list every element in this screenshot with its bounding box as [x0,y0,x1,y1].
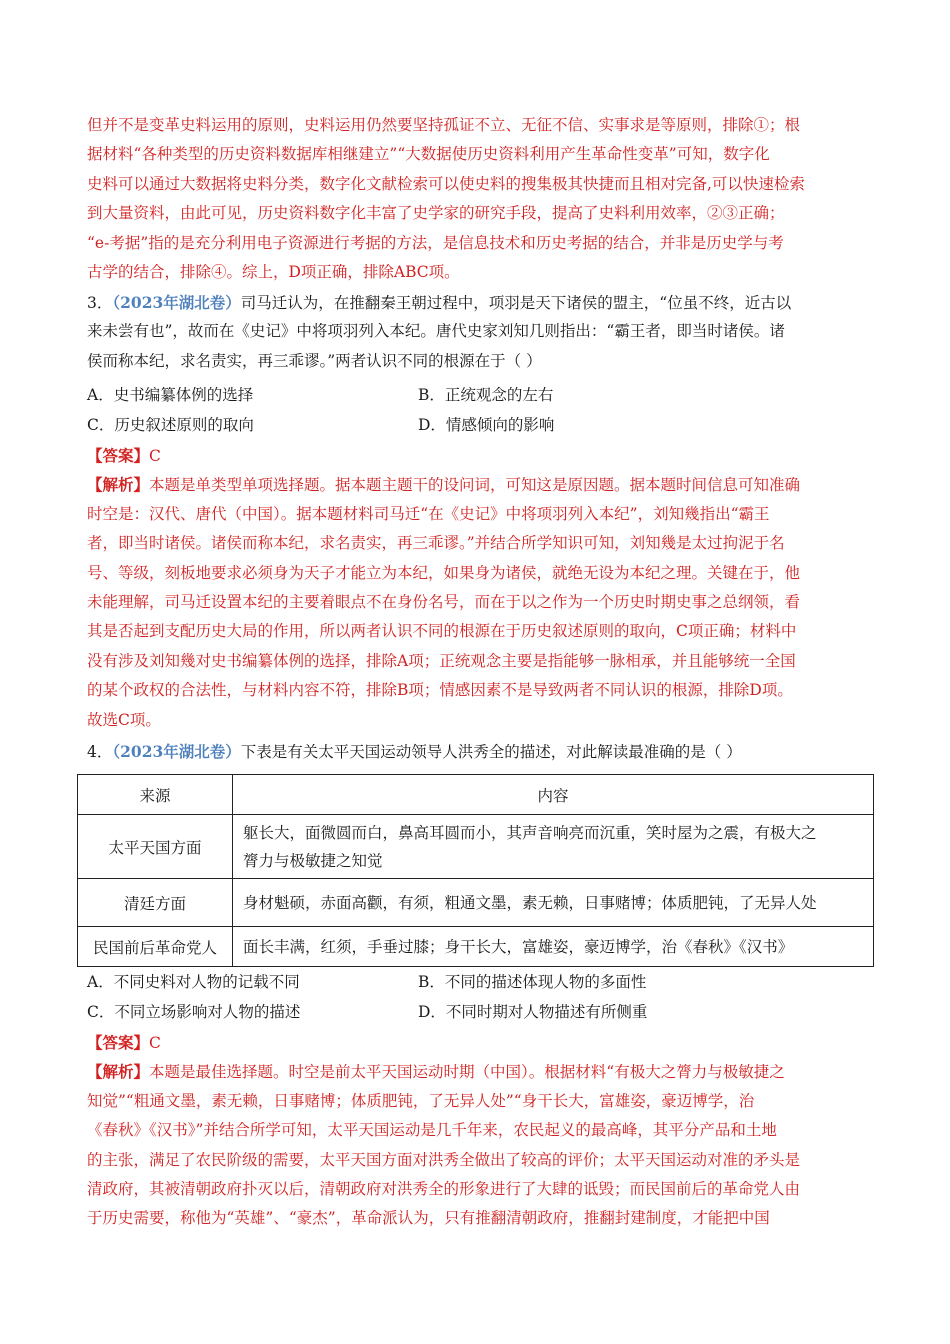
row-content: 身材魁硕，赤面高颧，有须，粗通文墨，素无赖，日事赌博；体质肥钝，了无异人处 [233,879,874,927]
analysis-line: 未能理解，司马迁设置本纪的主要着眼点不在身份名号，而在于以之作为一个历史时期史事之总纲领，看 [87,592,801,611]
prev-analysis [87,111,863,287]
question-3-options [87,380,863,440]
question-number: 4． [87,743,113,761]
analysis-tag: 【解析】 [87,475,150,495]
answer-tag: 【答案】 [87,1033,150,1052]
question-3-solution [87,441,863,735]
option-d[interactable]: D．不同时期对人物描述有所侧重 [418,1003,648,1021]
option-c[interactable]: C．历史叙述原则的取向 [87,416,254,434]
analysis-line: 到大量资料，由此可见，历史资料数字化丰富了史学家的研究手段，提高了史料利用效率，②③正确； [87,204,785,223]
question-3-stem [87,288,863,376]
stem-line: 侯而称本纪，求名责实，再三乖谬。”两者认识不同的根源在于（ ） [87,351,542,370]
analysis-line: 的主张，满足了农民阶级的需要，太平天国方面对洪秀全做出了较高的评价；太平天国运动对准的矛头是 [87,1150,801,1169]
row-source: 清廷方面 [78,879,233,927]
table-row [78,879,874,927]
source-table [77,774,874,967]
answer-line [87,441,863,470]
stem-text: 下表是有关太平天国运动领导人洪秀全的描述，对此解读最准确的是（ ） [240,743,742,761]
question-4-options [87,967,863,1027]
analysis-line [87,1057,863,1086]
content-line: 膂力与极敏捷之知觉 [243,851,383,870]
content-line: 躯长大，面微圆而白，鼻高耳圆而小，其声音响亮而沉重，笑时屋为之震，有极大之 [243,823,817,842]
analysis-line: 没有涉及刘知幾对史书编纂体例的选择，排除A项；正统观念主要是指能够一脉相承，并且能够统一全国 [87,651,796,670]
analysis-line: 其是否起到支配历史大局的作用，所以两者认识不同的根源在于历史叙述原则的取向，C项正确；材料中 [87,622,797,641]
analysis-line: 时空是：汉代、唐代（中国）。据本题材料司马迁“在《史记》中将项羽列入本纪”，刘知幾指出“霸王 [87,504,770,523]
analysis-line: 《春秋》《汉书》”并结合所学可知，太平天国运动是几千年来，农民起义的最高峰，其平分产品和土地 [87,1121,777,1140]
row-content: 面长丰满，红须，手垂过膝；身干长大，富雄姿，豪迈博学，治《春秋》《汉书》 [233,927,874,967]
row-content [233,815,874,879]
question-4-solution [87,1028,863,1234]
analysis-line [87,470,863,499]
analysis-tag: 【解析】 [87,1062,150,1082]
question-4-stem [87,737,863,766]
question-source: （2023年湖北卷） [112,293,241,312]
option-b[interactable]: B．不同的描述体现人物的多面性 [418,973,647,991]
row-source: 太平天国方面 [78,815,233,879]
analysis-line: 的某个政权的合法性，与材料内容不符，排除B项；情感因素不是导致两者不同认识的根源，排除D项。 [87,681,793,700]
table-row [78,815,874,879]
answer-value: C [149,1034,161,1052]
row-source: 民国前后革命党人 [78,927,233,967]
answer-tag: 【答案】 [87,446,150,465]
analysis-line: 古学的结合，排除④。综上，D项正确，排除ABC项。 [87,262,460,281]
analysis-line: 号、等级，刻板地要求必须身为天子才能立为本纪，如果身为诸侯，就绝无设为本纪之理。关键在于，他 [87,563,801,582]
answer-line [87,1028,863,1057]
table-header-content: 内容 [233,775,874,815]
analysis-text: 本题是最佳选择题。时空是前太平天国运动时期（中国）。根据材料“有极大之膂力与极敏捷之 [149,1063,785,1082]
analysis-line: 据材料“各种类型的历史资料数据库相继建立”“大数据使历史资料利用产生革命性变革”可知，数字化 [87,145,770,164]
analysis-line: 者，即当时诸侯。诸侯而称本纪，求名责实，再三乖谬。”并结合所学知识可知，刘知幾是太过拘泥于名 [87,534,785,553]
question-number: 3． [87,294,113,312]
analysis-line: 但并不是变革史料运用的原则，史料运用仍然要坚持孤证不立、无征不信、实事求是等原则，排除①；根 [87,116,801,134]
stem-line: 来未尝有也”，故而在《史记》中将项羽列入本纪。唐代史家刘知几则指出：“霸王者，即当时诸侯。诸 [87,322,785,341]
analysis-line: 于历史需要，称他为“英雄”、“豪杰”，革命派认为，只有推翻清朝政府，推翻封建制度，才能把中国 [87,1209,770,1228]
option-a[interactable]: A．不同史料对人物的记载不同 [87,973,300,991]
option-b[interactable]: B．正统观念的左右 [418,386,554,404]
option-a[interactable]: A．史书编纂体例的选择 [87,386,254,404]
analysis-line: 故选C项。 [87,710,161,729]
analysis-line: 知觉”“粗通文墨，素无赖，日事赌博；体质肥钝，了无异人处”“身干长大，富雄姿，豪迈博学，治 [87,1091,755,1110]
stem-text: 司马迁认为，在推翻秦王朝过程中，项羽是天下诸侯的盟主，“位虽不终，近古以 [240,294,792,312]
table-row [78,927,874,967]
table-header-source: 来源 [78,775,233,815]
option-c[interactable]: C．不同立场影响对人物的描述 [87,1003,301,1021]
analysis-line: 史料可以通过大数据将史料分类，数字化文献检索可以使史料的搜集极其快捷而且相对完备,可以快速检索 [87,174,805,193]
analysis-line: “e-考据”指的是充分利用电子资源进行考据的方法，是信息技术和历史考据的结合，并非是历史学与考 [87,233,784,252]
analysis-text: 本题是单类型单项选择题。据本题主题干的设问词，可知这是原因题。据本题时间信息可知准确 [149,476,801,495]
analysis-line: 清政府，其被清朝政府扑灭以后，清朝政府对洪秀全的形象进行了大肆的诋毁；而民国前后的革命党人由 [87,1179,801,1198]
table-header-row [78,775,874,815]
option-d[interactable]: D．情感倾向的影响 [418,416,555,434]
answer-value: C [149,447,161,465]
question-source: （2023年湖北卷） [112,742,241,761]
